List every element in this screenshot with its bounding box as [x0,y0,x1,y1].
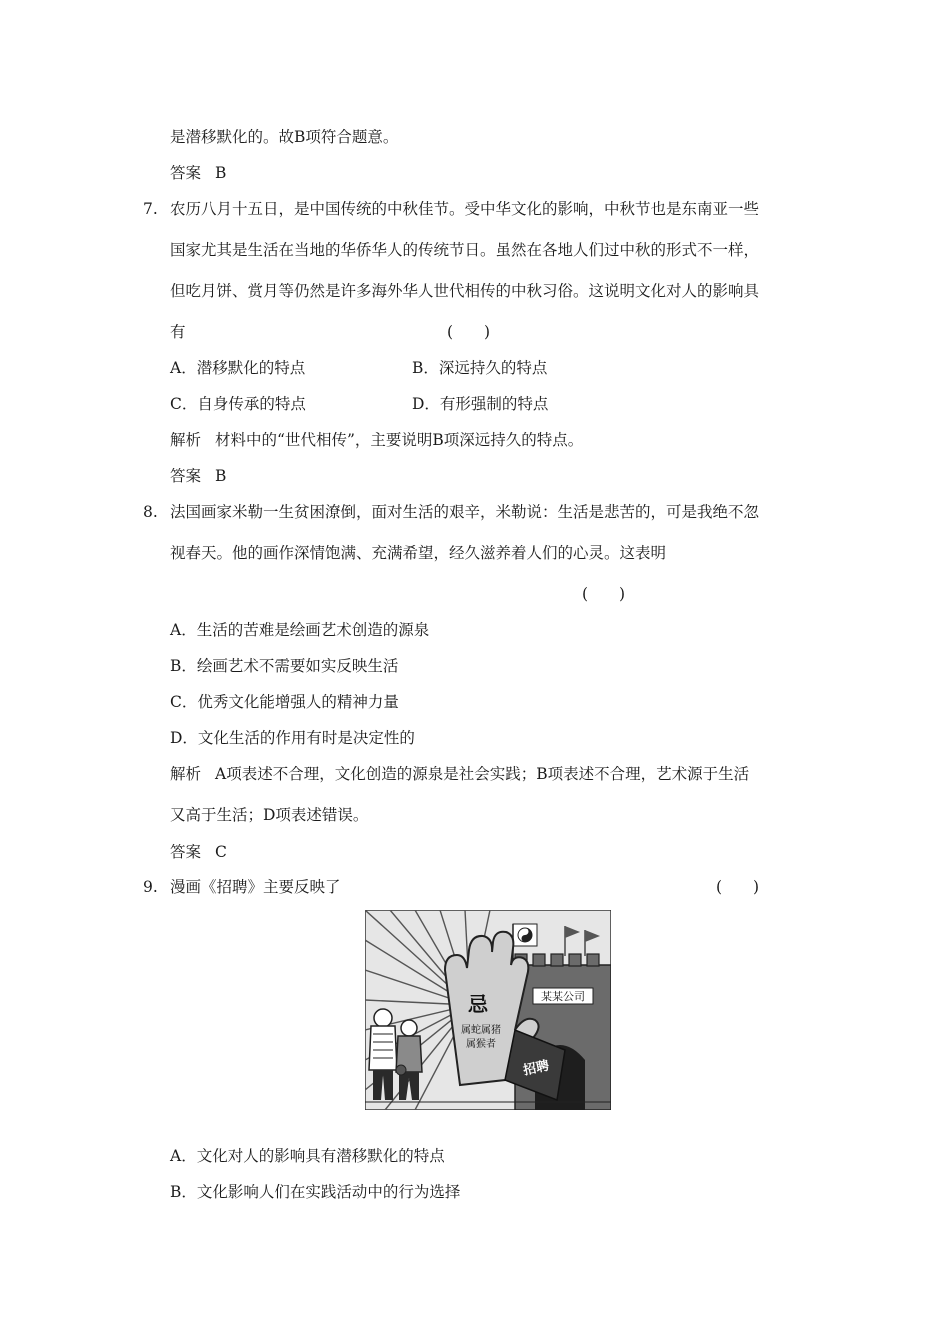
question-number-8: 8. [143,503,158,521]
q8-answer [170,842,227,862]
q7-line-2: 国家尤其是生活在当地的华侨华人的传统节日。虽然在各地人们过中秋的形式不一样， [170,241,760,259]
q8-analysis-line-1 [170,764,749,784]
q7-option-d: D．有形强制的特点 [412,395,549,413]
q8-option-a: A．生活的苦难是绘画艺术创造的源泉 [170,621,430,639]
analysis-text: 材料中的“世代相传”，主要说明B项深远持久的特点。 [215,431,584,449]
answer-label: 答案 [170,467,202,485]
q7-option-b: B．深远持久的特点 [412,359,548,377]
q7-option-c: C．自身传承的特点 [170,395,306,413]
q7-answer [170,466,226,486]
answer-value: C [215,843,227,861]
q7-answer-paren: ( ) [447,323,491,341]
question-number-9: 9. [143,878,158,896]
analysis-label: 解析 [170,765,202,783]
person-head [374,1009,392,1027]
recruitment-cartoon [365,910,611,1110]
sleeve-text: 招聘 [521,1058,551,1079]
q7-line-1: 农历八月十五日，是中国传统的中秋佳节。受中华文化的影响，中秋节也是东南亚一些 [170,200,760,218]
palm-text-1: 属蛇属猪 [461,1025,501,1036]
q9-answer-paren: ( ) [716,878,760,896]
palm-taboo-char: 忌 [468,992,488,1016]
q9-option-b: B．文化影响人们在实践活动中的行为选择 [170,1183,461,1201]
q9-stem: 漫画《招聘》主要反映了 [170,878,341,896]
q8-option-b: B．绘画艺术不需要如实反映生活 [170,657,399,675]
q9-option-a: A．文化对人的影响具有潜移默化的特点 [170,1147,445,1165]
answer-value: B [215,467,227,485]
q7-line-4: 有 [170,323,186,341]
q8-line-2: 视春天。他的画作深情饱满、充满希望，经久滋养着人们的心灵。这表明 [170,544,667,562]
analysis-text: A项表述不合理，文化创造的源泉是社会实践；B项表述不合理，艺术源于生活 [215,765,750,783]
q7-line-3: 但吃月饼、赏月等仍然是许多海外华人世代相传的中秋习俗。这说明文化对人的影响具 [170,282,760,300]
prev-analysis-tail: 是潜移默化的。故B项符合题意。 [170,128,399,146]
q7-option-a: A．潜移默化的特点 [170,359,306,377]
palm-text-2: 属猴者 [466,1039,496,1050]
q8-answer-paren: ( ) [582,585,626,603]
q8-analysis-line-2: 又高于生活；D项表述错误。 [170,806,369,824]
question-number-7: 7. [143,200,158,218]
q8-line-1: 法国画家米勒一生贫困潦倒，面对生活的艰辛，米勒说：生活是悲苦的，可是我绝不忽 [170,503,760,521]
prev-answer [170,163,226,183]
answer-label: 答案 [170,843,202,861]
q8-option-c: C．优秀文化能增强人的精神力量 [170,693,399,711]
q7-analysis [170,430,583,450]
q8-option-d: D．文化生活的作用有时是决定性的 [170,729,415,747]
answer-label: 答案 [170,164,202,182]
analysis-label: 解析 [170,431,202,449]
person-head [401,1020,417,1036]
company-sign-text: 某某公司 [541,990,585,1003]
answer-value: B [215,164,227,182]
